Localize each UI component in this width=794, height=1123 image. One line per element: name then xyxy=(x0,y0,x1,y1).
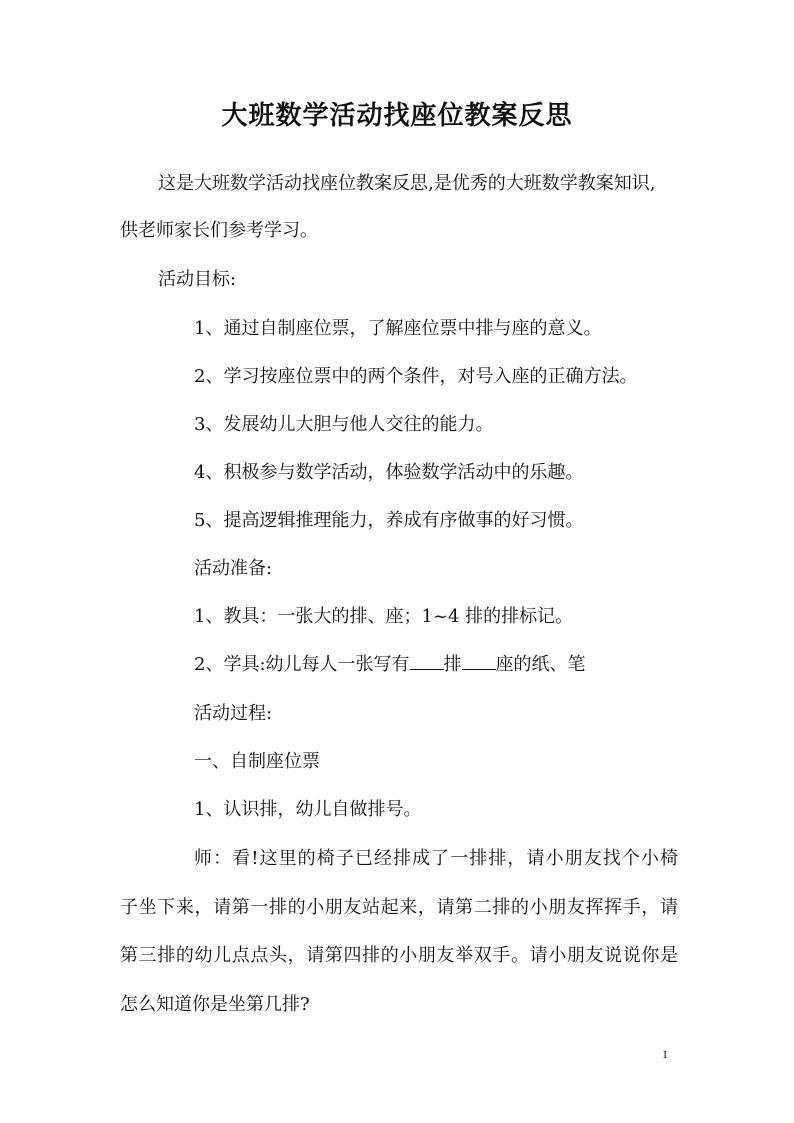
prep-item-2-suffix: 座的纸、笔 xyxy=(495,654,586,675)
blank-line-row xyxy=(410,653,444,670)
process-heading: 活动过程: xyxy=(194,703,273,724)
goal-item-4: 4、积极参与数学活动，体验数学活动中的乐趣。 xyxy=(194,462,584,483)
prep-item-2-mid: 排 xyxy=(443,654,462,675)
section-heading-1: 一、自制座位票 xyxy=(194,751,320,772)
goals-heading: 活动目标: xyxy=(158,269,237,290)
step-1: 1、认识排，幼儿自做排号。 xyxy=(194,799,422,820)
teacher-line-4: 怎么知道你是坐第几排? xyxy=(120,994,310,1015)
goal-item-1: 1、通过自制座位票，了解座位票中排与座的意义。 xyxy=(194,318,602,339)
prep-item-1: 1、教具：一张大的排、座；1~4 排的排标记。 xyxy=(194,606,574,627)
prep-heading: 活动准备: xyxy=(194,558,273,579)
goal-item-3: 3、发展幼儿大胆与他人交往的能力。 xyxy=(194,414,494,435)
teacher-line-1: 师：看!这里的椅子已经排成了一排排，请小朋友找个小椅 xyxy=(194,848,678,869)
teacher-line-2: 子坐下来，请第一排的小朋友站起来，请第二排的小朋友挥挥手，请 xyxy=(120,897,678,918)
intro-line-1: 这是大班数学活动找座位教案反思,是优秀的大班数学教案知识, xyxy=(158,173,656,194)
page-number: 1 xyxy=(662,1047,668,1061)
document-title: 大班数学活动找座位教案反思 xyxy=(221,101,573,131)
goal-item-5: 5、提高逻辑推理能力，养成有序做事的好习惯。 xyxy=(194,510,584,531)
prep-item-2 xyxy=(194,651,586,679)
prep-item-2-prefix: 2、学具:幼儿每人一张写有 xyxy=(194,654,410,675)
goal-item-2: 2、学习按座位票中的两个条件，对号入座的正确方法。 xyxy=(194,366,638,387)
blank-line-seat xyxy=(462,653,496,670)
teacher-line-3: 第三排的幼儿点点头，请第四排的小朋友举双手。请小朋友说说你是 xyxy=(120,945,678,966)
intro-line-2: 供老师家长们参考学习。 xyxy=(120,220,318,241)
